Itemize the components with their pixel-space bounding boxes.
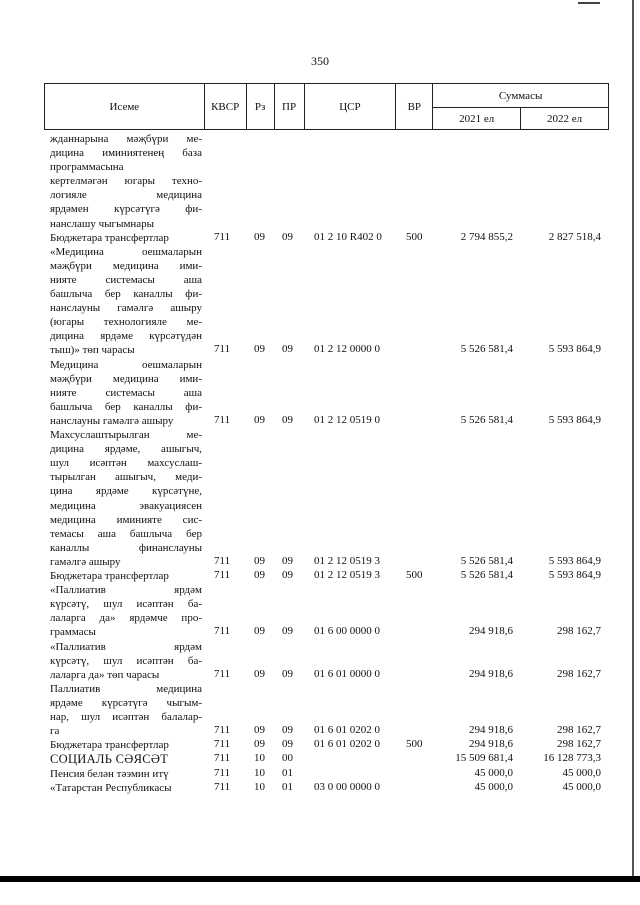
row-name-line: СОЦИАЛЬ СӘЯСӘТ [50, 752, 169, 767]
row-name-line: мәҗбүри медицина ими- [50, 259, 202, 272]
row-name [50, 752, 202, 766]
row-name-line: «Медицина оешмаларын [50, 245, 202, 258]
row-kvsr: 711 [214, 413, 231, 426]
row-name-line: тыш)» төп чарасы [50, 344, 135, 357]
row-kvsr: 711 [214, 554, 231, 567]
table-row [44, 245, 609, 358]
corner-mark [578, 2, 600, 4]
header-year-2021: 2021 ел [433, 108, 521, 130]
row-name-line: шул исәптән махсуслаш- [50, 457, 202, 470]
row-kvsr: 711 [214, 625, 231, 638]
row-name-line: нанслауны гамәлгә ашыру [50, 414, 174, 427]
row-name [50, 583, 202, 639]
row-name-line: медицина иминияте сис- [50, 513, 202, 526]
row-rz: 09 [254, 569, 265, 582]
row-kvsr: 711 [214, 343, 231, 356]
table-row [44, 428, 609, 569]
row-name-line: Махсуслаштырылган ме- [50, 429, 202, 442]
row-csr: 01 2 10 R402 0 [314, 230, 382, 243]
row-name [50, 132, 202, 231]
row-sum-2021: 15 509 681,4 [455, 752, 513, 765]
row-name-line: лаларга да» ярдәмче про- [50, 612, 202, 625]
page-number: 350 [311, 54, 329, 68]
row-vr: 500 [406, 569, 423, 582]
row-name-line: «Паллиатив ярдәм [50, 584, 202, 597]
header-name: Исеме [45, 84, 205, 130]
row-name-line: нанслашу чыгымнары [50, 217, 155, 230]
row-name-line: лаларга да» төп чарасы [50, 668, 160, 681]
row-sum-2021: 294 918,6 [469, 738, 513, 751]
table-row [44, 132, 609, 231]
row-kvsr: 711 [214, 230, 231, 243]
row-name-line: дицина иминиятенең база [50, 147, 202, 160]
row-name-line: нияте системасы аша [50, 386, 202, 399]
row-name-line: жданнарына мәҗбүри ме- [50, 133, 202, 145]
row-name-line: нанслауны гамәлгә ашыру [50, 302, 202, 315]
row-vr: 500 [406, 230, 423, 243]
row-sum-2021: 5 526 581,4 [460, 413, 513, 426]
header-kvsr: КВСР [204, 84, 246, 130]
row-name-line: нияте системасы аша [50, 273, 202, 286]
row-csr: 01 6 01 0202 0 [314, 738, 380, 751]
table-row [44, 767, 609, 781]
row-name [50, 231, 202, 245]
row-kvsr: 711 [214, 766, 231, 779]
row-kvsr: 711 [214, 724, 231, 737]
row-sum-2021: 5 526 581,4 [460, 569, 513, 582]
row-pr: 09 [282, 667, 293, 680]
row-vr: 500 [406, 738, 423, 751]
row-name [50, 569, 202, 583]
row-pr: 09 [282, 569, 293, 582]
row-rz: 09 [254, 667, 265, 680]
row-kvsr: 711 [214, 667, 231, 680]
row-name-line: граммасы [50, 626, 96, 639]
header-pr: ПР [274, 84, 304, 130]
row-csr: 01 6 00 0000 0 [314, 625, 380, 638]
table-row [44, 738, 609, 752]
table-row [44, 682, 609, 738]
row-rz: 09 [254, 413, 265, 426]
row-name-line: (югары технологияле ме- [50, 316, 202, 329]
row-sum-2021: 294 918,6 [469, 625, 513, 638]
row-sum-2022: 5 593 864,9 [548, 554, 601, 567]
row-csr: 01 2 12 0519 3 [314, 554, 380, 567]
header-csr: ЦСР [304, 84, 396, 130]
table-row [44, 358, 609, 429]
row-rz: 09 [254, 738, 265, 751]
row-sum-2022: 5 593 864,9 [548, 569, 601, 582]
row-name [50, 781, 202, 795]
row-csr: 01 2 12 0000 0 [314, 343, 380, 356]
row-name-line: күрсәтү, шул исәптән ба- [50, 598, 202, 611]
row-pr: 09 [282, 554, 293, 567]
row-name-line: ярдәме күрсәтүгә чыгым- [50, 696, 202, 709]
row-name-line: башлыча бер каналлы фи- [50, 288, 202, 301]
header-year-2022: 2022 ел [521, 108, 609, 130]
row-rz: 10 [254, 766, 265, 779]
row-name-line: Бюджетара трансфертлар [50, 231, 169, 244]
row-sum-2021: 5 526 581,4 [460, 554, 513, 567]
table-row [44, 752, 609, 766]
row-rz: 09 [254, 625, 265, 638]
row-sum-2022: 45 000,0 [562, 766, 601, 779]
budget-table-header [44, 83, 609, 130]
row-rz: 10 [254, 780, 265, 793]
row-pr: 09 [282, 230, 293, 243]
row-name-line: программасына [50, 161, 124, 174]
row-name-line: «Татарстан Республикасы [50, 781, 172, 794]
row-sum-2022: 45 000,0 [562, 780, 601, 793]
row-rz: 09 [254, 343, 265, 356]
row-name-line: Медицина оешмаларын [50, 358, 202, 371]
row-sum-2022: 298 162,7 [557, 625, 601, 638]
row-name-line: дицина ярдәме күрсәтүдән [50, 330, 202, 343]
row-pr: 09 [282, 625, 293, 638]
row-name-line: га [50, 725, 60, 738]
table-row [44, 781, 609, 795]
row-csr: 01 6 01 0202 0 [314, 724, 380, 737]
row-csr: 03 0 00 0000 0 [314, 780, 380, 793]
row-sum-2022: 5 593 864,9 [548, 343, 601, 356]
row-kvsr: 711 [214, 569, 231, 582]
row-name-line: логияле медицина [50, 189, 202, 202]
row-name-line: каналлы финанслауны [50, 541, 202, 554]
row-sum-2022: 5 593 864,9 [548, 413, 601, 426]
row-name-line: күрсәтү, шул исәптән ба- [50, 654, 202, 667]
row-kvsr: 711 [214, 752, 231, 765]
table-row [44, 231, 609, 245]
row-sum-2022: 298 162,7 [557, 724, 601, 737]
table-row [44, 569, 609, 583]
row-name-line: дицина ярдәме, ашыгыч, [50, 443, 202, 456]
table-row [44, 583, 609, 639]
row-csr: 01 6 01 0000 0 [314, 667, 380, 680]
row-csr: 01 2 12 0519 0 [314, 413, 380, 426]
row-csr: 01 2 12 0519 3 [314, 569, 380, 582]
row-name-line: тырылган ашыгыч, меди- [50, 471, 202, 484]
row-sum-2021: 45 000,0 [474, 766, 513, 779]
row-name-line: Пенсия белән тәэмин итү [50, 767, 169, 780]
row-sum-2021: 294 918,6 [469, 724, 513, 737]
row-name-line: гамәлгә ашыру [50, 555, 121, 568]
row-sum-2021: 45 000,0 [474, 780, 513, 793]
row-sum-2022: 16 128 773,3 [543, 752, 601, 765]
row-name-line: башлыча бер каналлы фи- [50, 400, 202, 413]
row-name-line: мәҗбүри медицина ими- [50, 372, 202, 385]
row-sum-2021: 2 794 855,2 [460, 230, 513, 243]
row-sum-2022: 298 162,7 [557, 667, 601, 680]
row-kvsr: 711 [214, 738, 231, 751]
row-pr: 00 [282, 752, 293, 765]
row-name-line: кертелмәгән югары техно- [50, 175, 202, 188]
row-pr: 01 [282, 780, 293, 793]
row-name-line: цина ярдәме күрсәтүне, [50, 485, 202, 498]
row-name-line: нар, шул исәптән балалар- [50, 711, 202, 724]
row-name [50, 682, 202, 738]
row-name-line: Бюджетара трансфертлар [50, 739, 169, 752]
row-name [50, 738, 202, 752]
row-kvsr: 711 [214, 780, 231, 793]
row-name [50, 767, 202, 781]
scan-bottom-bar [0, 876, 640, 882]
row-name-line: «Паллиатив ярдәм [50, 640, 202, 653]
row-rz: 10 [254, 752, 265, 765]
row-pr: 09 [282, 724, 293, 737]
row-name [50, 245, 202, 358]
row-pr: 09 [282, 413, 293, 426]
row-name [50, 428, 202, 569]
row-rz: 09 [254, 230, 265, 243]
row-name-line: ярдәмен күрсәтүгә фи- [50, 203, 202, 216]
row-name [50, 640, 202, 682]
row-rz: 09 [254, 554, 265, 567]
row-sum-2022: 298 162,7 [557, 738, 601, 751]
row-pr: 09 [282, 738, 293, 751]
row-sum-2021: 5 526 581,4 [460, 343, 513, 356]
scan-edge [632, 0, 634, 876]
row-name-line: Бюджетара трансфертлар [50, 570, 169, 583]
row-name-line: темасы аша башлыча бер [50, 527, 202, 540]
table-row [44, 640, 609, 682]
row-rz: 09 [254, 724, 265, 737]
header-rz: Рз [246, 84, 274, 130]
row-pr: 09 [282, 343, 293, 356]
row-sum-2021: 294 918,6 [469, 667, 513, 680]
header-sums: Суммасы [433, 84, 609, 108]
row-pr: 01 [282, 766, 293, 779]
row-name-line: медицина эвакуациясен [50, 499, 202, 512]
row-name-line: Паллиатив медицина [50, 682, 202, 695]
row-sum-2022: 2 827 518,4 [548, 230, 601, 243]
header-vr: ВР [396, 84, 433, 130]
row-name [50, 358, 202, 428]
